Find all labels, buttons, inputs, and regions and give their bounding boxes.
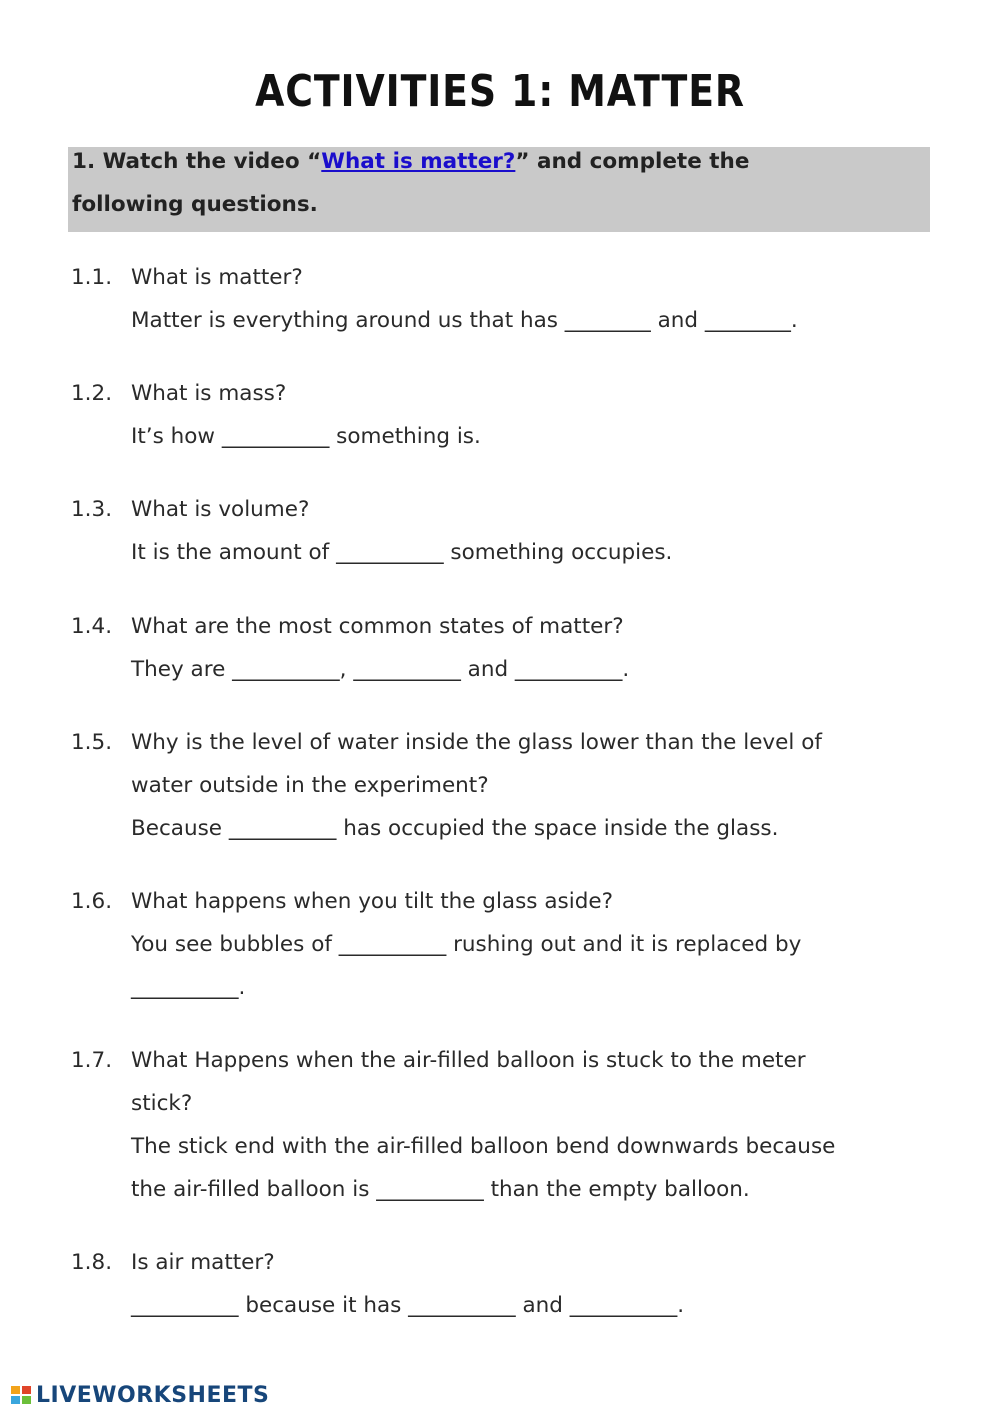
question-number: 1.6. (71, 889, 113, 914)
question-1-2 (71, 372, 931, 458)
liveworksheets-logo-icon (10, 1384, 32, 1406)
answer-line[interactable]: __________. (131, 975, 246, 1000)
question-number: 1.8. (71, 1250, 113, 1275)
question-1-4 (71, 605, 931, 691)
question-text: What is volume? (131, 497, 310, 522)
question-text: Why is the level of water inside the glass lower than the level of (131, 730, 822, 755)
question-text: What happens when you tilt the glass aside? (131, 889, 613, 914)
question-1-5 (71, 721, 931, 850)
question-number: 1.2. (71, 381, 113, 406)
question-text: Is air matter? (131, 1250, 275, 1275)
question-1-8 (71, 1241, 931, 1327)
answer-line[interactable]: the air-filled balloon is __________ than the empty balloon. (131, 1177, 750, 1202)
question-text: What is mass? (131, 381, 287, 406)
question-number: 1.5. (71, 730, 113, 755)
question-1-7 (71, 1039, 931, 1211)
answer-line[interactable]: It is the amount of __________ something occupies. (131, 540, 673, 565)
section-line2: following questions. (72, 192, 318, 217)
footer-brand (10, 1380, 269, 1410)
answer-line: The stick end with the air-filled balloon bend downwards because (131, 1134, 836, 1159)
question-number: 1.3. (71, 497, 113, 522)
answer-line[interactable]: It’s how __________ something is. (131, 424, 481, 449)
question-text: stick? (131, 1091, 193, 1116)
section-suffix: ” and complete the (515, 149, 750, 174)
question-number: 1.1. (71, 265, 113, 290)
footer-brand-text: LIVEWORKSHEETS (36, 1382, 270, 1408)
question-text: What are the most common states of matter? (131, 614, 624, 639)
question-number: 1.7. (71, 1048, 113, 1073)
question-1-6 (71, 880, 931, 1009)
answer-line[interactable]: You see bubbles of __________ rushing out and it is replaced by (131, 932, 802, 957)
section-prefix: 1. Watch the video “ (72, 149, 322, 174)
answer-line[interactable]: They are __________, __________ and __________. (131, 657, 630, 682)
question-1-3 (71, 488, 931, 574)
answer-line[interactable]: __________ because it has __________ and __________. (131, 1293, 685, 1318)
answer-line[interactable]: Because __________ has occupied the space inside the glass. (131, 816, 779, 841)
page-title: ACTIVITIES 1: MATTER (255, 66, 745, 117)
question-number: 1.4. (71, 614, 113, 639)
question-1-1 (71, 256, 931, 342)
question-text: What Happens when the air-filled balloon is stuck to the meter (131, 1048, 806, 1073)
answer-line[interactable]: Matter is everything around us that has ________ and ________. (131, 308, 798, 333)
question-text: water outside in the experiment? (131, 773, 489, 798)
question-text: What is matter? (131, 265, 303, 290)
section-header (72, 140, 922, 226)
video-link[interactable]: What is matter? (321, 149, 516, 174)
